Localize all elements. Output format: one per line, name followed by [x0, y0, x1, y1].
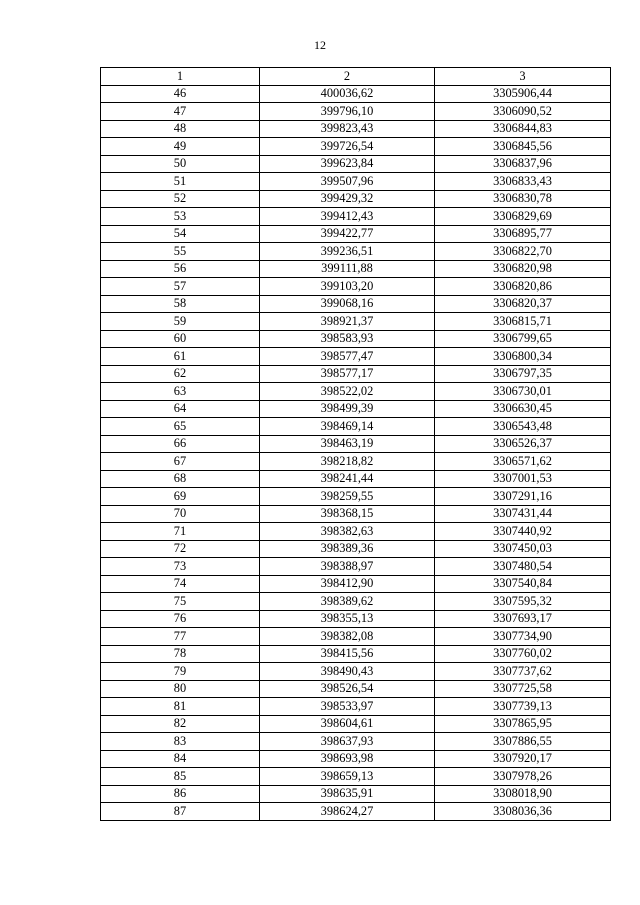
y-coordinate-cell: 3306543,48: [435, 418, 611, 436]
table-row: [101, 698, 611, 716]
y-coordinate-cell: 3306820,86: [435, 278, 611, 296]
point-number-cell: 46: [101, 85, 260, 103]
y-coordinate-cell: 3306837,96: [435, 155, 611, 173]
table-row: [101, 225, 611, 243]
table-row: [101, 733, 611, 751]
y-coordinate-cell: 3307725,58: [435, 680, 611, 698]
table-row: [101, 768, 611, 786]
point-number-cell: 77: [101, 628, 260, 646]
x-coordinate-cell: 398577,17: [260, 365, 435, 383]
point-number-cell: 68: [101, 470, 260, 488]
table-row: [101, 715, 611, 733]
x-coordinate-cell: 398604,61: [260, 715, 435, 733]
table-row: [101, 400, 611, 418]
point-number-cell: 57: [101, 278, 260, 296]
x-coordinate-cell: 399796,10: [260, 103, 435, 121]
point-number-cell: 67: [101, 453, 260, 471]
y-coordinate-cell: 3307886,55: [435, 733, 611, 751]
y-coordinate-cell: 3307450,03: [435, 540, 611, 558]
y-coordinate-cell: 3307440,92: [435, 523, 611, 541]
x-coordinate-cell: 398499,39: [260, 400, 435, 418]
x-coordinate-cell: 399726,54: [260, 138, 435, 156]
x-coordinate-cell: 398693,98: [260, 750, 435, 768]
table-row: [101, 575, 611, 593]
x-coordinate-cell: 399507,96: [260, 173, 435, 191]
table-row: [101, 505, 611, 523]
x-coordinate-cell: 398388,97: [260, 558, 435, 576]
point-number-cell: 61: [101, 348, 260, 366]
y-coordinate-cell: 3306815,71: [435, 313, 611, 331]
table-row: [101, 313, 611, 331]
y-coordinate-cell: 3306800,34: [435, 348, 611, 366]
point-number-cell: 87: [101, 803, 260, 821]
table-header: [101, 68, 611, 86]
y-coordinate-cell: 3307291,16: [435, 488, 611, 506]
point-number-cell: 83: [101, 733, 260, 751]
coordinates-table: [100, 67, 611, 821]
table-row: [101, 488, 611, 506]
table-row: [101, 278, 611, 296]
x-coordinate-cell: 398577,47: [260, 348, 435, 366]
table-row: [101, 663, 611, 681]
table-row: [101, 138, 611, 156]
point-number-cell: 52: [101, 190, 260, 208]
table-row: [101, 680, 611, 698]
x-coordinate-cell: 398389,36: [260, 540, 435, 558]
x-coordinate-cell: 399823,43: [260, 120, 435, 138]
y-coordinate-cell: 3307540,84: [435, 575, 611, 593]
column-header-1: 1: [101, 68, 260, 86]
y-coordinate-cell: 3306571,62: [435, 453, 611, 471]
table-row: [101, 173, 611, 191]
x-coordinate-cell: 398624,27: [260, 803, 435, 821]
y-coordinate-cell: 3306820,98: [435, 260, 611, 278]
y-coordinate-cell: 3306797,35: [435, 365, 611, 383]
x-coordinate-cell: 399236,51: [260, 243, 435, 261]
column-header-3: 3: [435, 68, 611, 86]
y-coordinate-cell: 3306822,70: [435, 243, 611, 261]
point-number-cell: 69: [101, 488, 260, 506]
point-number-cell: 51: [101, 173, 260, 191]
y-coordinate-cell: 3306845,56: [435, 138, 611, 156]
y-coordinate-cell: 3307737,62: [435, 663, 611, 681]
point-number-cell: 84: [101, 750, 260, 768]
point-number-cell: 70: [101, 505, 260, 523]
x-coordinate-cell: 398382,08: [260, 628, 435, 646]
x-coordinate-cell: 398412,90: [260, 575, 435, 593]
x-coordinate-cell: 398382,63: [260, 523, 435, 541]
x-coordinate-cell: 398389,62: [260, 593, 435, 611]
point-number-cell: 55: [101, 243, 260, 261]
y-coordinate-cell: 3307595,32: [435, 593, 611, 611]
page-number: 12: [314, 38, 326, 52]
table-row: [101, 785, 611, 803]
x-coordinate-cell: 398259,55: [260, 488, 435, 506]
table-row: [101, 103, 611, 121]
point-number-cell: 78: [101, 645, 260, 663]
table-row: [101, 750, 611, 768]
point-number-cell: 62: [101, 365, 260, 383]
point-number-cell: 47: [101, 103, 260, 121]
y-coordinate-cell: 3306833,43: [435, 173, 611, 191]
point-number-cell: 85: [101, 768, 260, 786]
x-coordinate-cell: 398637,93: [260, 733, 435, 751]
x-coordinate-cell: 399429,32: [260, 190, 435, 208]
table-row: [101, 348, 611, 366]
x-coordinate-cell: 399412,43: [260, 208, 435, 226]
table-row: [101, 803, 611, 821]
point-number-cell: 50: [101, 155, 260, 173]
table-row: [101, 558, 611, 576]
table-row: [101, 365, 611, 383]
x-coordinate-cell: 398218,82: [260, 453, 435, 471]
table-row: [101, 470, 611, 488]
x-coordinate-cell: 400036,62: [260, 85, 435, 103]
point-number-cell: 86: [101, 785, 260, 803]
x-coordinate-cell: 398522,02: [260, 383, 435, 401]
table-row: [101, 208, 611, 226]
y-coordinate-cell: 3306895,77: [435, 225, 611, 243]
point-number-cell: 64: [101, 400, 260, 418]
table-row: [101, 540, 611, 558]
x-coordinate-cell: 398368,15: [260, 505, 435, 523]
x-coordinate-cell: 398659,13: [260, 768, 435, 786]
y-coordinate-cell: 3307760,02: [435, 645, 611, 663]
x-coordinate-cell: 398490,43: [260, 663, 435, 681]
y-coordinate-cell: 3306844,83: [435, 120, 611, 138]
point-number-cell: 73: [101, 558, 260, 576]
table-row: [101, 418, 611, 436]
point-number-cell: 72: [101, 540, 260, 558]
x-coordinate-cell: 399422,77: [260, 225, 435, 243]
x-coordinate-cell: 398469,14: [260, 418, 435, 436]
point-number-cell: 71: [101, 523, 260, 541]
point-number-cell: 81: [101, 698, 260, 716]
y-coordinate-cell: 3307739,13: [435, 698, 611, 716]
point-number-cell: 58: [101, 295, 260, 313]
point-number-cell: 53: [101, 208, 260, 226]
point-number-cell: 75: [101, 593, 260, 611]
column-header-2: 2: [260, 68, 435, 86]
x-coordinate-cell: 398583,93: [260, 330, 435, 348]
point-number-cell: 66: [101, 435, 260, 453]
point-number-cell: 56: [101, 260, 260, 278]
point-number-cell: 49: [101, 138, 260, 156]
point-number-cell: 80: [101, 680, 260, 698]
x-coordinate-cell: 398241,44: [260, 470, 435, 488]
y-coordinate-cell: 3307978,26: [435, 768, 611, 786]
x-coordinate-cell: 399103,20: [260, 278, 435, 296]
x-coordinate-cell: 398355,13: [260, 610, 435, 628]
x-coordinate-cell: 398533,97: [260, 698, 435, 716]
table-row: [101, 120, 611, 138]
y-coordinate-cell: 3307693,17: [435, 610, 611, 628]
point-number-cell: 74: [101, 575, 260, 593]
x-coordinate-cell: 398526,54: [260, 680, 435, 698]
table-row: [101, 523, 611, 541]
y-coordinate-cell: 3306830,78: [435, 190, 611, 208]
table-row: [101, 610, 611, 628]
point-number-cell: 54: [101, 225, 260, 243]
y-coordinate-cell: 3308036,36: [435, 803, 611, 821]
table-row: [101, 85, 611, 103]
x-coordinate-cell: 399623,84: [260, 155, 435, 173]
table-row: [101, 330, 611, 348]
table-row: [101, 295, 611, 313]
y-coordinate-cell: 3306630,45: [435, 400, 611, 418]
x-coordinate-cell: 398635,91: [260, 785, 435, 803]
point-number-cell: 79: [101, 663, 260, 681]
x-coordinate-cell: 398463,19: [260, 435, 435, 453]
y-coordinate-cell: 3307734,90: [435, 628, 611, 646]
header-row: [101, 68, 611, 86]
table-row: [101, 260, 611, 278]
y-coordinate-cell: 3306829,69: [435, 208, 611, 226]
table-row: [101, 383, 611, 401]
y-coordinate-cell: 3306820,37: [435, 295, 611, 313]
point-number-cell: 76: [101, 610, 260, 628]
y-coordinate-cell: 3306730,01: [435, 383, 611, 401]
x-coordinate-cell: 398415,56: [260, 645, 435, 663]
y-coordinate-cell: 3306799,65: [435, 330, 611, 348]
point-number-cell: 82: [101, 715, 260, 733]
x-coordinate-cell: 399068,16: [260, 295, 435, 313]
point-number-cell: 65: [101, 418, 260, 436]
point-number-cell: 48: [101, 120, 260, 138]
table-row: [101, 628, 611, 646]
point-number-cell: 60: [101, 330, 260, 348]
y-coordinate-cell: 3307920,17: [435, 750, 611, 768]
table-body: [101, 85, 611, 820]
y-coordinate-cell: 3307480,54: [435, 558, 611, 576]
y-coordinate-cell: 3307431,44: [435, 505, 611, 523]
table-row: [101, 435, 611, 453]
x-coordinate-cell: 399111,88: [260, 260, 435, 278]
y-coordinate-cell: 3306526,37: [435, 435, 611, 453]
y-coordinate-cell: 3307865,95: [435, 715, 611, 733]
y-coordinate-cell: 3308018,90: [435, 785, 611, 803]
x-coordinate-cell: 398921,37: [260, 313, 435, 331]
point-number-cell: 59: [101, 313, 260, 331]
table-row: [101, 190, 611, 208]
y-coordinate-cell: 3307001,53: [435, 470, 611, 488]
table-row: [101, 243, 611, 261]
table-row: [101, 645, 611, 663]
table-row: [101, 453, 611, 471]
y-coordinate-cell: 3306090,52: [435, 103, 611, 121]
y-coordinate-cell: 3305906,44: [435, 85, 611, 103]
point-number-cell: 63: [101, 383, 260, 401]
table-row: [101, 155, 611, 173]
table-row: [101, 593, 611, 611]
